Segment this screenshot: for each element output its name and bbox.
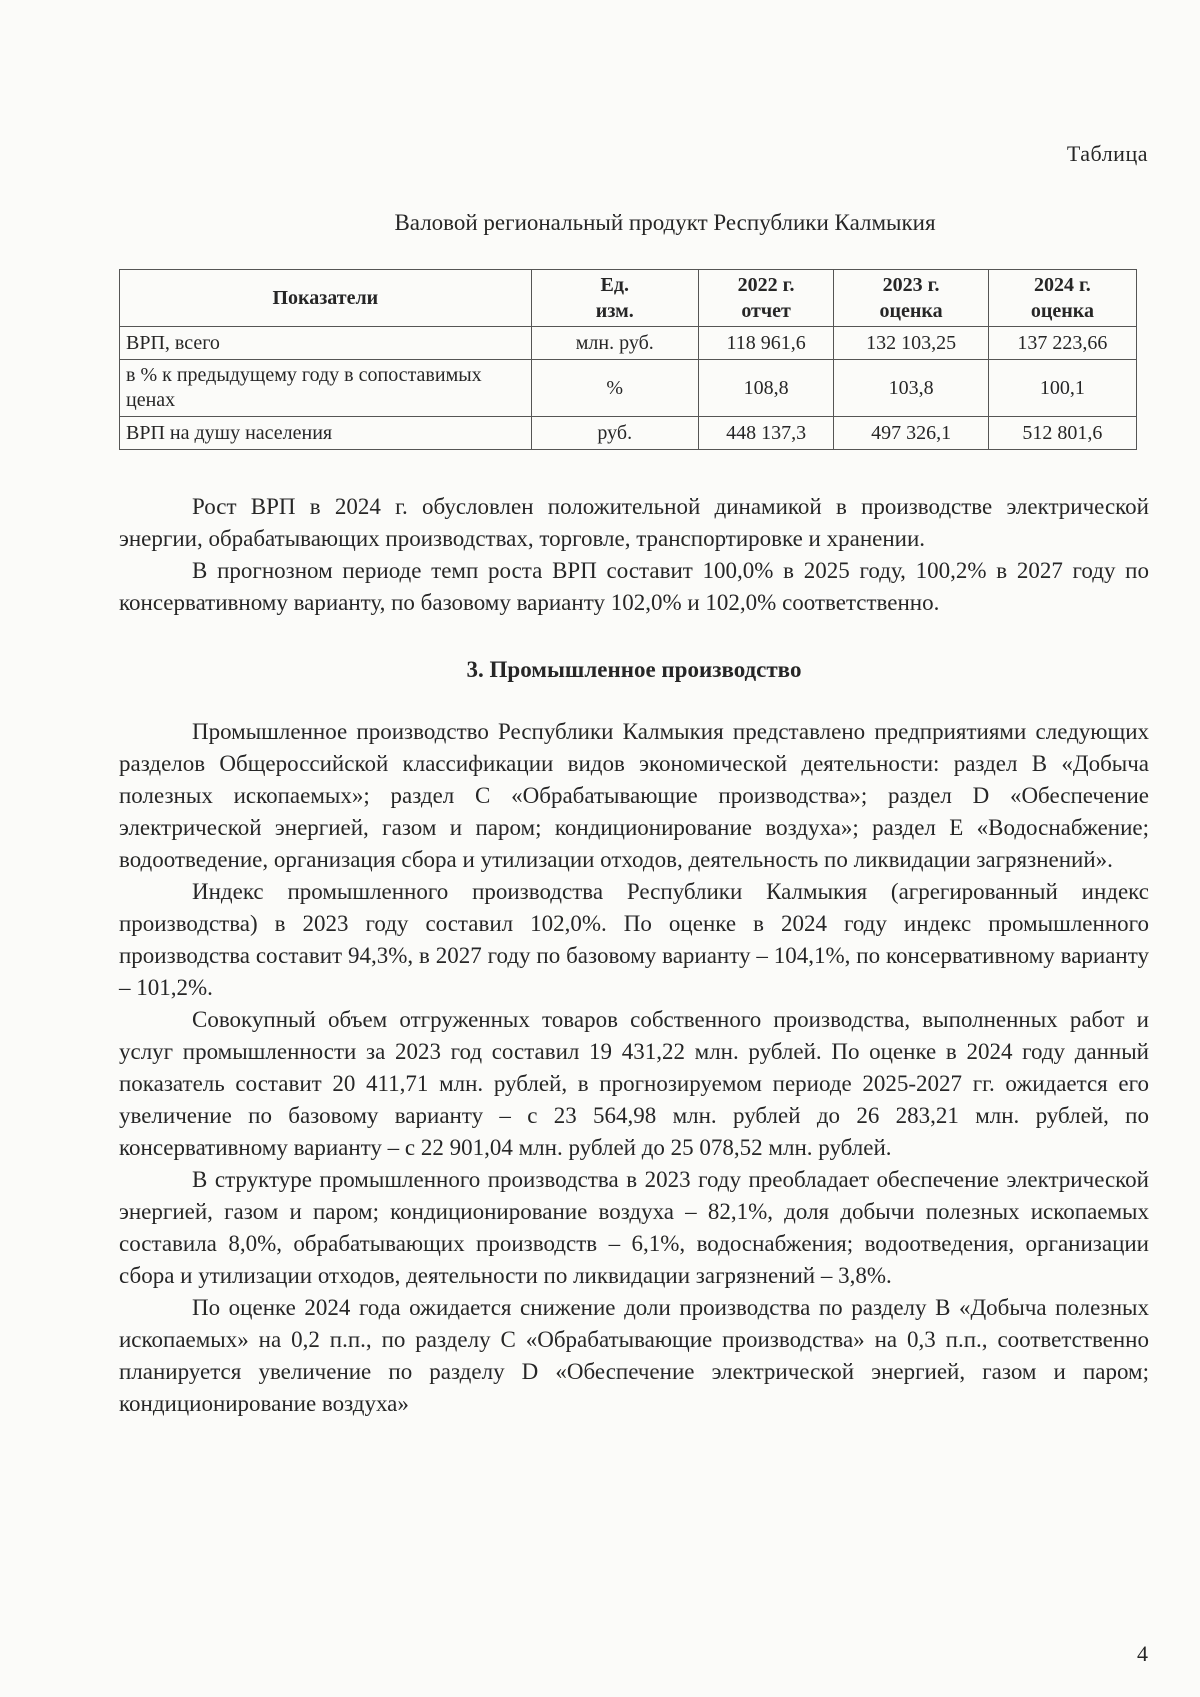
header-2024: 2024 г. оценка bbox=[988, 270, 1136, 327]
paragraph: В прогнозном периоде темп роста ВРП составит 100,0% в 2025 году, 100,2% в 2027 году по консервативному варианту, по базовому варианту 102,0% и 102,0% соответственно. bbox=[119, 558, 1149, 615]
table-label: Таблица bbox=[1066, 141, 1148, 166]
table-row bbox=[120, 327, 1137, 360]
header-indicator: Показатели bbox=[120, 270, 532, 327]
body-text bbox=[119, 491, 1149, 1420]
cell-2024: 100,1 bbox=[988, 360, 1136, 417]
cell-indicator: в % к предыдущему году в сопоставимых ценах bbox=[120, 360, 532, 417]
paragraph: Рост ВРП в 2024 г. обусловлен положительной динамикой в производстве электрической энергии, обрабатывающих производствах, торговле, транспортировке и хранении. bbox=[119, 494, 1149, 551]
header-unit: Ед. изм. bbox=[531, 270, 698, 327]
table-header-row bbox=[120, 270, 1137, 327]
table-row bbox=[120, 360, 1137, 417]
cell-unit: % bbox=[531, 360, 698, 417]
cell-2022: 108,8 bbox=[698, 360, 833, 417]
cell-2022: 118 961,6 bbox=[698, 327, 833, 360]
page-number: 4 bbox=[1137, 1641, 1148, 1666]
cell-2023: 103,8 bbox=[834, 360, 989, 417]
header-2023: 2023 г. оценка bbox=[834, 270, 989, 327]
cell-indicator: ВРП, всего bbox=[120, 327, 532, 360]
paragraph: Промышленное производство Республики Калмыкия представлено предприятиями следующих разделов Общероссийской классификации видов экономической деятельности: раздел В «Добыча полезных ископаемых»; раздел С «Обрабатывающие производства»; раздел D «Обеспечение электрической энергией, газом и паром; кондиционирование воздуха»; раздел Е «Водоснабжение; водоотведение, организация сбора и утилизации отходов, деятельность по ликвидации загрязнений». bbox=[119, 719, 1149, 872]
table-row bbox=[120, 417, 1137, 450]
cell-unit: руб. bbox=[531, 417, 698, 450]
paragraph: По оценке 2024 года ожидается снижение доли производства по разделу В «Добыча полезных ископаемых» на 0,2 п.п., по разделу С «Обрабатывающие производства» на 0,3 п.п., соответственно планируется увеличение по разделу D «Обеспечение электрической энергией, газом и паром; кондиционирование воздуха» bbox=[119, 1295, 1149, 1416]
cell-unit: млн. руб. bbox=[531, 327, 698, 360]
paragraph: В структуре промышленного производства в 2023 году преобладает обеспечение электрической энергией, газом и паром; кондиционирование воздуха – 82,1%, доля добычи полезных ископаемых составила 8,0%, обрабатывающих производств – 6,1%, водоснабжения; водоотведения, организации сбора и утилизации отходов, деятельности по ликвидации загрязнений – 3,8%. bbox=[119, 1167, 1149, 1288]
cell-2022: 448 137,3 bbox=[698, 417, 833, 450]
cell-indicator: ВРП на душу населения bbox=[120, 417, 532, 450]
grp-table bbox=[119, 269, 1137, 450]
cell-2023: 132 103,25 bbox=[834, 327, 989, 360]
table-title: Валовой региональный продукт Республики Калмыкия bbox=[394, 210, 936, 235]
header-2022: 2022 г. отчет bbox=[698, 270, 833, 327]
cell-2023: 497 326,1 bbox=[834, 417, 989, 450]
paragraph: Совокупный объем отгруженных товаров собственного производства, выполненных работ и услуг промышленности за 2023 год составил 19 431,22 млн. рублей. По оценке в 2024 году данный показатель составит 20 411,71 млн. рублей, в прогнозируемом периоде 2025-2027 гг. ожидается его увеличение по базовому варианту – с 23 564,98 млн. рублей до 26 283,21 млн. рублей, по консервативному варианту – с 22 901,04 млн. рублей до 25 078,52 млн. рублей. bbox=[119, 1007, 1149, 1160]
cell-2024: 137 223,66 bbox=[988, 327, 1136, 360]
paragraph: Индекс промышленного производства Республики Калмыкия (агрегированный индекс производства) в 2023 году составил 102,0%. По оценке в 2024 году индекс промышленного производства составит 94,3%, в 2027 году по базовому варианту – 104,1%, по консервативному варианту – 101,2%. bbox=[119, 879, 1149, 1000]
section-title: 3. Промышленное производство bbox=[466, 657, 802, 682]
cell-2024: 512 801,6 bbox=[988, 417, 1136, 450]
